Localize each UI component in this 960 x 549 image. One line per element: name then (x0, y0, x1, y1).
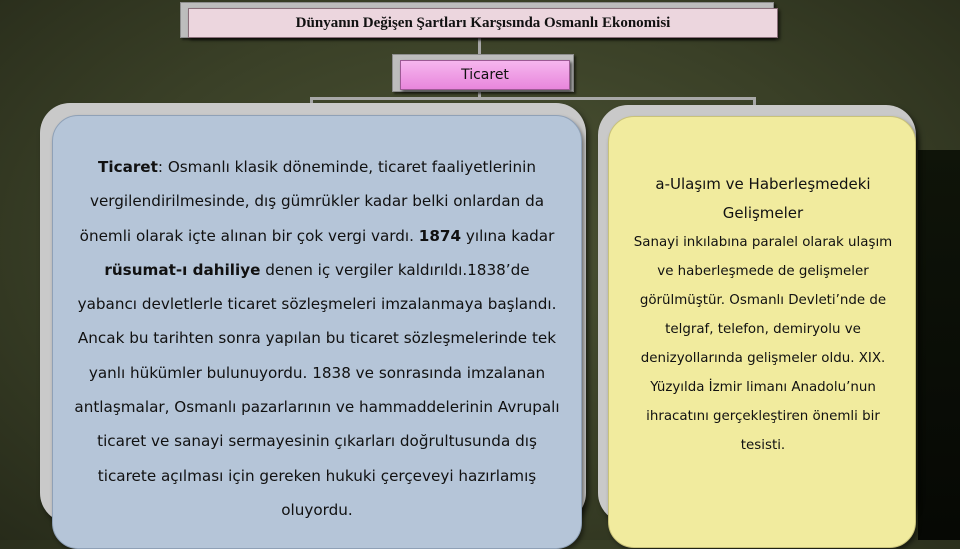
text-line: yanlı hükümler bulunuyordu. 1838 ve sonrasında imzalanan (88, 363, 546, 382)
right-body-line: Sanayi inkılabına paralel olarak ulaşım (633, 235, 893, 250)
text-line: Ticaret: Osmanlı klasik döneminde, ticaret faaliyetlerinin (98, 158, 536, 176)
right-body-line: Yüzyılda İzmir limanı Anadolu’nun (650, 380, 876, 395)
right-panel-text (618, 170, 908, 460)
right-body-line: telgraf, telefon, demiryolu ve (665, 322, 861, 337)
text-line: antlaşmalar, Osmanlı pazarlarının ve hammaddelerinin Avrupalı (74, 398, 560, 417)
page-title-text: Dünyanın Değişen Şartları Karşısında Osmanlı Ekonomisi (295, 14, 671, 31)
connector-horizontal (310, 97, 756, 100)
right-body-line: ve haberleşmede de gelişmeler (657, 264, 869, 279)
right-heading-line: a-Ulaşım ve Haberleşmedeki (655, 175, 871, 193)
text-line: vergilendirilmesinde, dış gümrükler kadar belki onlardan da (89, 192, 545, 211)
right-heading-line: Gelişmeler (722, 204, 804, 222)
background-dark-strip (918, 150, 960, 540)
text-line: yabancı devletlerle ticaret sözleşmeleri imzalanmaya başlandı. (77, 295, 557, 314)
text-line: ticarete açılması için gereken hukuki çerçeveyi hazırlamış (97, 466, 537, 485)
text-line: önemli olarak içte alınan bir çok vergi vardı. 1874 yılına kadar (79, 226, 555, 245)
left-panel-text (62, 150, 572, 527)
page-title[interactable] (188, 8, 778, 38)
connector-right-panel (753, 97, 756, 105)
subtitle-node[interactable] (400, 60, 570, 90)
text-line: rüsumat-ı dahiliye denen iç vergiler kaldırıldı.1838’de (104, 260, 530, 279)
text-line: ticaret ve sanayi sermayesinin çıkarları doğrultusunda dış (97, 432, 537, 451)
text-line: Ancak bu tarihten sonra yapılan bu ticaret sözleşmelerinde tek (77, 329, 557, 348)
subtitle-text: Ticaret (461, 67, 509, 83)
text-line: oluyordu. (281, 500, 353, 519)
right-body-line: denizyollarında gelişmeler oldu. XIX. (640, 351, 886, 366)
right-body-line: tesisti. (740, 438, 786, 453)
right-body-line: görülmüştür. Osmanlı Devleti’nde de (639, 293, 887, 308)
right-body-line: ihracatını gerçekleştiren önemli bir (646, 409, 880, 424)
connector-title-to-subtitle (478, 36, 481, 54)
